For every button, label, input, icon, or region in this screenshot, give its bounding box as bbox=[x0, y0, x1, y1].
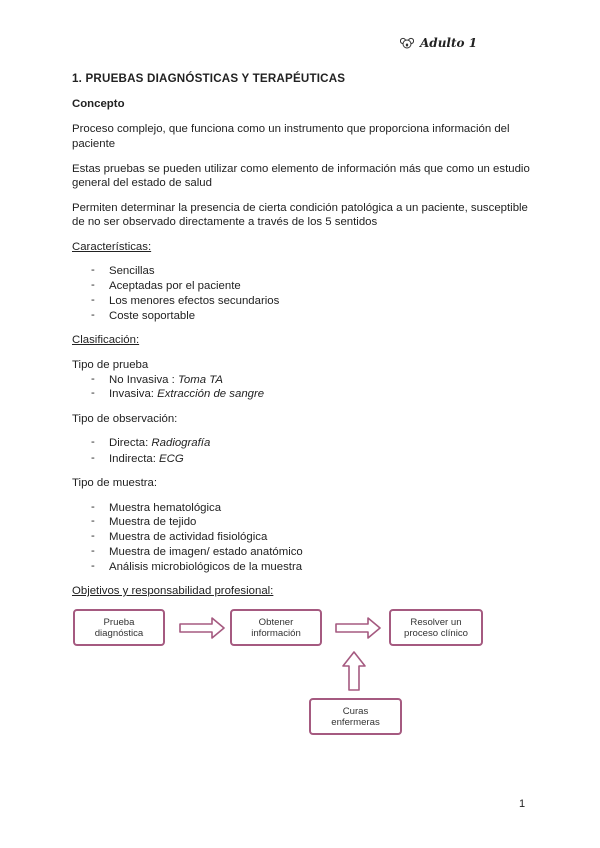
bullet: - bbox=[91, 452, 95, 464]
bullet: - bbox=[91, 436, 95, 448]
bullet: - bbox=[91, 294, 95, 306]
list-item: Aceptadas por el paciente bbox=[109, 280, 241, 292]
arrow-right-icon bbox=[180, 618, 224, 638]
tipo-prueba-label: Tipo de prueba bbox=[72, 359, 149, 371]
list-item: Sencillas bbox=[109, 265, 155, 277]
bullet: - bbox=[91, 515, 95, 527]
box-line: enfermeras bbox=[331, 716, 380, 728]
list-item-text: Indirecta: bbox=[109, 453, 156, 465]
list-item: Análisis microbiológicos de la muestra bbox=[109, 561, 303, 573]
paragraph-line: Estas pruebas se pueden utilizar como elemento de información más que como un estudio bbox=[72, 163, 530, 175]
arrow-right-icon bbox=[336, 618, 380, 638]
box-line: Resolver un bbox=[410, 616, 462, 628]
list-item: Coste soportable bbox=[109, 310, 196, 322]
list-item: Muestra de imagen/ estado anatómico bbox=[109, 546, 303, 558]
page-number: 1 bbox=[519, 798, 526, 810]
list-item: Muestra de actividad fisiológica bbox=[109, 531, 268, 543]
bullet: - bbox=[91, 501, 95, 513]
box-line: Prueba bbox=[103, 616, 135, 628]
list-item-text: Directa: bbox=[109, 437, 149, 449]
bullet: - bbox=[91, 264, 95, 276]
paragraph-line: de no ser observado directamente a través de los 5 sentidos bbox=[72, 216, 378, 228]
list-item-example: Radiografía bbox=[151, 437, 211, 449]
bullet: - bbox=[91, 373, 95, 385]
bullet: - bbox=[91, 545, 95, 557]
list-item: Muestra de tejido bbox=[109, 516, 197, 528]
clasificacion-heading: Clasificación: bbox=[72, 334, 140, 346]
list-item-text: Invasiva: bbox=[109, 388, 154, 400]
tipo-muestra-label: Tipo de muestra: bbox=[72, 477, 158, 489]
objetivos-heading: Objetivos y responsabilidad profesional: bbox=[72, 585, 274, 597]
bullet: - bbox=[91, 387, 95, 399]
paragraph-line: paciente bbox=[72, 138, 116, 150]
bullet: - bbox=[91, 279, 95, 291]
list-item: Los menores efectos secundarios bbox=[109, 295, 280, 307]
box-line: Curas bbox=[342, 705, 369, 717]
box-line: diagnóstica bbox=[94, 627, 144, 639]
box-line: Obtener bbox=[258, 616, 294, 628]
list-item-example: Extracción de sangre bbox=[157, 388, 265, 400]
document-tag: Adulto 1 bbox=[420, 36, 478, 50]
caracteristicas-heading: Características: bbox=[72, 241, 152, 253]
list-item-text: No Invasiva : bbox=[109, 374, 175, 386]
list-item: Muestra hematológica bbox=[109, 502, 222, 514]
bullet: - bbox=[91, 530, 95, 542]
bullet: - bbox=[91, 560, 95, 572]
tipo-observacion-label: Tipo de observación: bbox=[72, 413, 178, 425]
list-item-example: ECG bbox=[159, 453, 184, 465]
section-title: 1. PRUEBAS DIAGNÓSTICAS Y TERAPÉUTICAS bbox=[72, 72, 346, 85]
arrow-up-icon bbox=[343, 652, 365, 690]
paragraph-line: general del estado de salud bbox=[72, 177, 212, 189]
paragraph-line: Proceso complejo, que funciona como un instrumento que proporciona información del bbox=[72, 123, 510, 135]
paragraph-line: Permiten determinar la presencia de cierta condición patológica a un paciente, susceptible bbox=[72, 202, 528, 214]
box-line: información bbox=[251, 627, 301, 639]
concepto-heading: Concepto bbox=[72, 98, 125, 110]
list-item-example: Toma TA bbox=[178, 374, 223, 386]
bullet: - bbox=[91, 309, 95, 321]
box-line: proceso clínico bbox=[404, 627, 468, 639]
